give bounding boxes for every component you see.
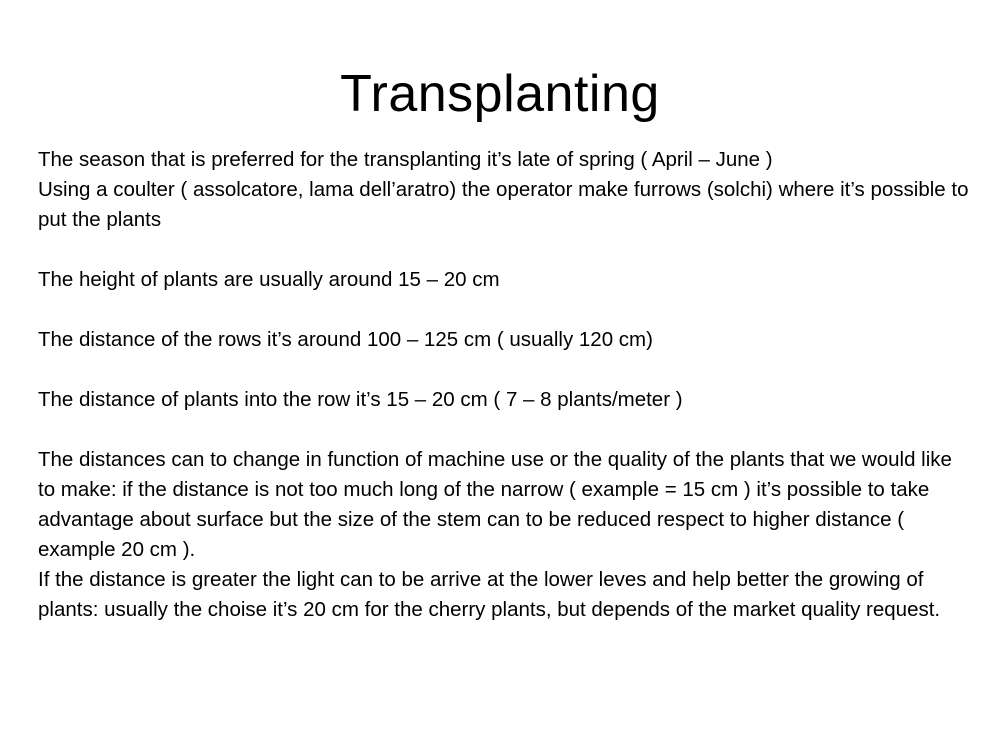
paragraph-spacer: [38, 235, 973, 265]
paragraph-spacer: [38, 355, 973, 385]
paragraph-season: The season that is preferred for the transplanting it’s late of spring ( April – June ): [38, 148, 773, 171]
paragraph-greater-distance: If the distance is greater the light can to be arrive at the lower leves and help better the growing of plants: usually the choise it’s 20 cm for the cherry plants, but depends of the market quality request.: [38, 568, 941, 621]
paragraph-spacer: [38, 295, 973, 325]
paragraph-row-distance: The distance of the rows it’s around 100 – 125 cm ( usually 120 cm): [38, 328, 653, 351]
paragraph-spacer: [38, 415, 973, 445]
paragraph-plant-height: The height of plants are usually around 15 – 20 cm: [38, 268, 500, 291]
paragraph-coulter: Using a coulter ( assolcatore, lama dell’aratro) the operator make furrows (solchi) where it’s possible to put the plants: [38, 178, 969, 231]
slide-body: [38, 145, 973, 625]
slide-title: Transplanting: [340, 65, 660, 123]
paragraph-plant-distance: The distance of plants into the row it’s 15 – 20 cm ( 7 – 8 plants/meter ): [38, 388, 683, 411]
paragraph-distance-change: The distances can to change in function of machine use or the quality of the plants that we would like to make: if the distance is not too much long of the narrow ( example = 15 cm ) it’s possible to take advantage about surface but the size of the stem can to be reduced respect to higher distance ( example 20 cm ).: [38, 448, 952, 561]
